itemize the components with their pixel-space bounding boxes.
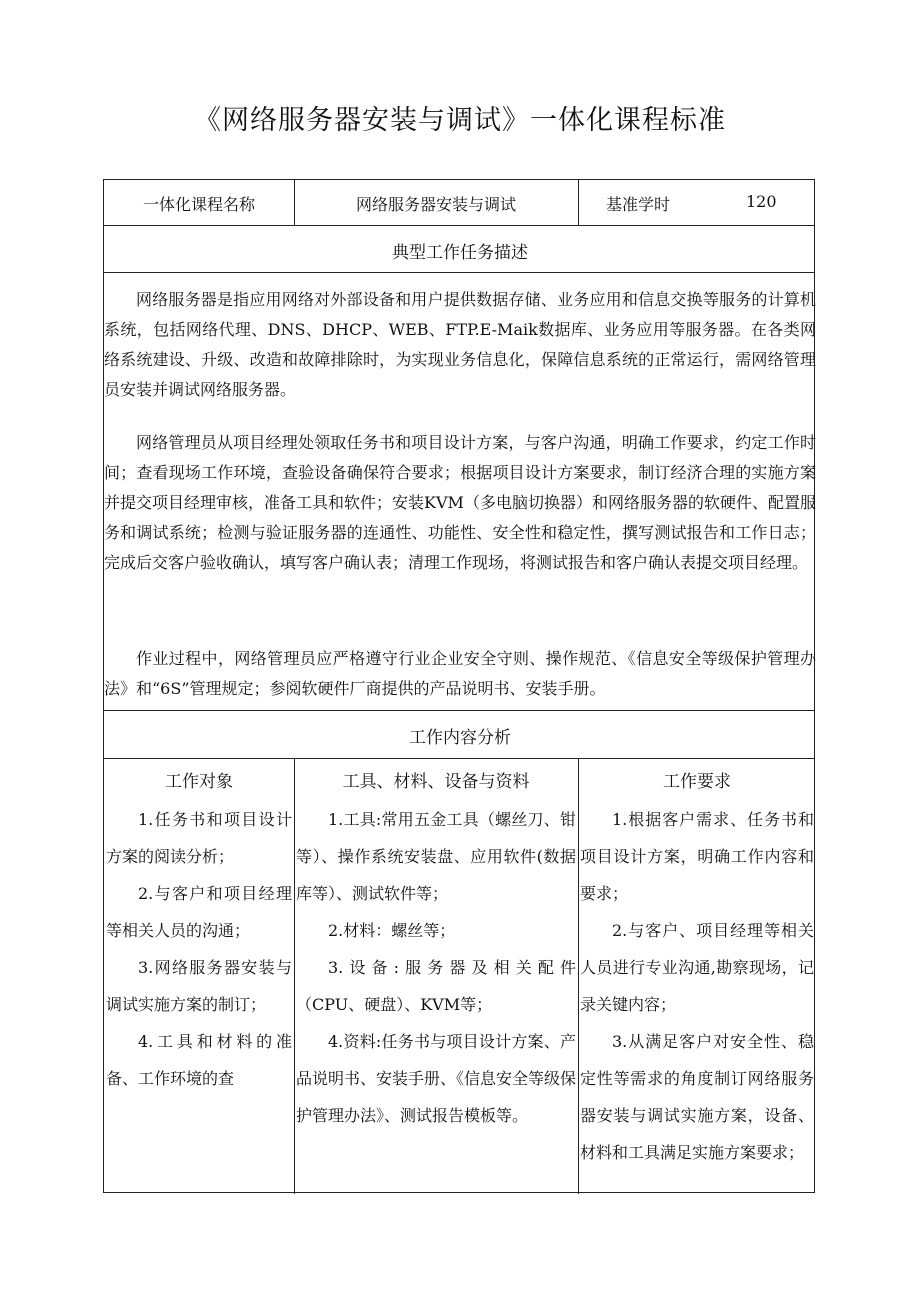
work-objects-column — [106, 764, 292, 1097]
list-item: 3.网络服务器安装与调试实施方案的制订； — [106, 958, 292, 1014]
course-standard-table — [103, 179, 815, 1193]
list-item: 4.工具和材料的准备、工作环境的查 — [106, 1032, 292, 1088]
hours-label: 基准学时 — [606, 195, 671, 214]
list-item: 1.任务书和项目设计方案的阅读分析； — [106, 810, 292, 866]
col-divider — [578, 758, 579, 1194]
task-paragraph: 网络管理员从项目经理处领取任务书和项目设计方案，与客户沟通，明确工作要求，约定工作时间；查看现场工作环境，查验设备确保符合要求；根据项目设计方案要求，制订经济合理的实施方案并提交项目经理审核，准备工具和软件；安装KVM（多电脑切换器）和网络服务器的软硬件、配置服务和调试系统；检测与验证服务器的连通性、功能性、安全性和稳定性，撰写测试报告和工作日志；完成后交客户验收确认，填写客户确认表；清理工作现场，将测试报告和客户确认表提交项目经理。 — [104, 433, 816, 572]
requirements-column — [580, 764, 814, 1171]
course-name-label: 一体化课程名称 — [142, 195, 255, 214]
list-item: 4.资料:任务书与项目设计方案、产品说明书、安装手册、《信息安全等级保护管理办法》、测试报告模板等。 — [296, 1032, 577, 1125]
row-divider — [104, 758, 814, 759]
task-paragraph: 网络服务器是指应用网络对外部设备和用户提供数据存储、业务应用和信息交换等服务的计算机系统，包括网络代理、DNS、DHCP、WEB、FTP.E-Maik数据库、业务应用等服务器。在各类网络系统建设、升级、改造和故障排除时，为实现业务信息化，保障信息系统的正常运行，需网络管理员安装并调试网络服务器。 — [104, 290, 816, 399]
list-item: 1.工具:常用五金工具（螺丝刀、钳等）、操作系统安装盘、应用软件(数据库等）、测试软件等； — [296, 810, 576, 903]
hours-value: 120 — [746, 192, 777, 211]
course-name-value: 网络服务器安装与调试 — [355, 195, 516, 214]
col-divider — [578, 180, 579, 225]
list-item: 2.与客户、项目经理等相关人员进行专业沟通,勘察现场，记录关键内容； — [580, 921, 814, 1014]
tools-column — [296, 764, 576, 1134]
requirements-header: 工作要求 — [663, 772, 731, 792]
row-divider — [104, 272, 814, 273]
task-paragraph: 作业过程中，网络管理员应严格遵守行业企业安全守则、操作规范、《信息安全等级保护管理办法》和“6S”管理规定；参阅软硬件厂商提供的产品说明书、安装手册。 — [104, 649, 816, 698]
row-divider — [104, 225, 814, 226]
list-item: 3.设备:服务器及相关配件（CPU、硬盘）、KVM等； — [296, 958, 576, 1014]
list-item: 2.材料：螺丝等； — [328, 921, 456, 940]
page-title: 《网络服务器安装与调试》一体化课程标准 — [194, 105, 726, 136]
tools-header: 工具、材料、设备与资料 — [342, 772, 530, 792]
col-divider — [294, 758, 295, 1194]
list-item: 1.根据客户需求、任务书和项目设计方案，明确工作内容和要求； — [580, 810, 814, 903]
work-objects-header: 工作对象 — [165, 772, 233, 792]
list-item: 2.与客户和项目经理等相关人员的沟通； — [106, 884, 292, 940]
task-heading: 典型工作任务描述 — [392, 243, 528, 263]
analysis-heading: 工作内容分析 — [409, 728, 511, 748]
list-item: 3.从满足客户对安全性、稳定性等需求的角度制订网络服务器安装与调试实施方案，设备、材料和工具满足实施方案要求； — [580, 1032, 814, 1162]
row-divider — [104, 710, 814, 711]
